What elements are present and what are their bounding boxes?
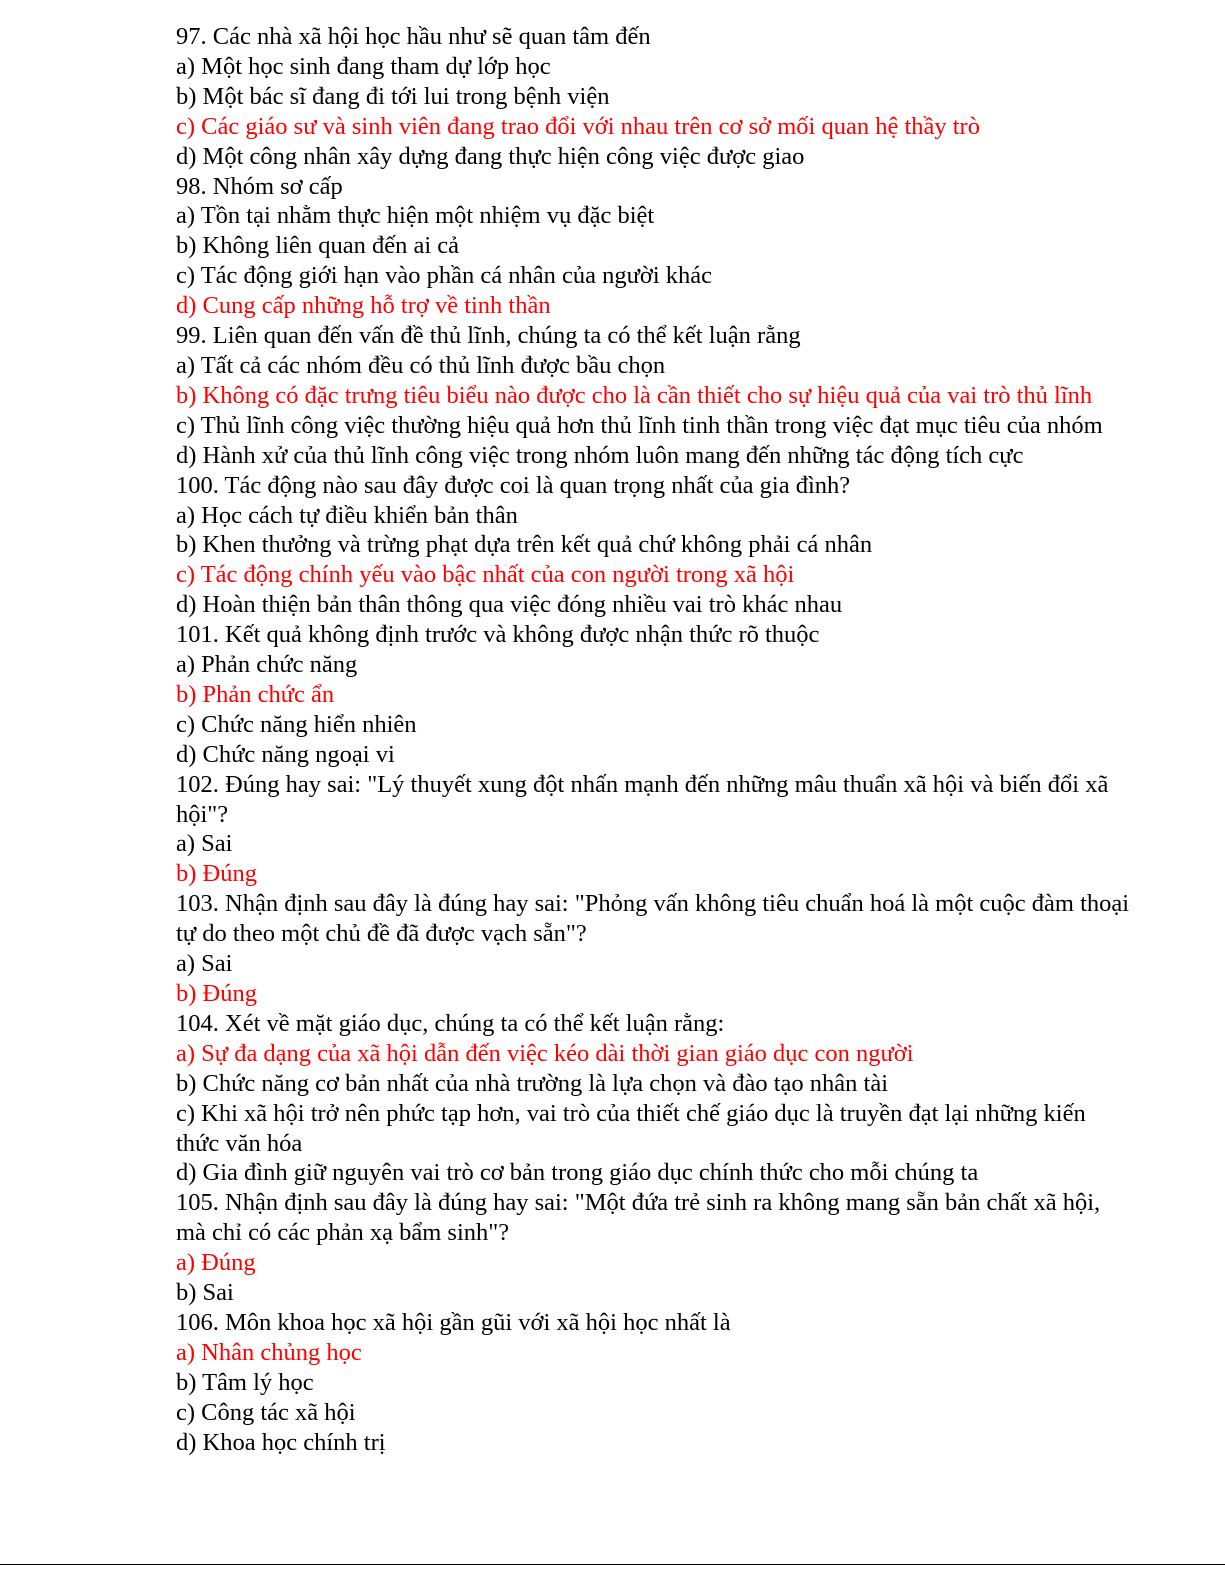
answer-option: d) Khoa học chính trị [176,1428,386,1456]
answer-option: a) Tồn tại nhằm thực hiện một nhiệm vụ đặc biệt [176,202,655,230]
answer-option: a) Học cách tự điều khiển bản thân [176,501,518,529]
answer-option: d) Gia đình giữ nguyên vai trò cơ bản trong giáo dục chính thức cho mỗi chúng ta [176,1159,979,1187]
correct-answer-option: a) Nhân chủng học [176,1338,362,1366]
answer-option: c) Chức năng hiển nhiên [176,710,417,738]
answer-option: d) Một công nhân xây dựng đang thực hiện công việc được giao [176,142,805,170]
answer-option: c) Công tác xã hội [176,1398,356,1426]
question-stem: 98. Nhóm sơ cấp [176,172,343,200]
question-106 [176,1308,1131,1458]
question-stem: 100. Tác động nào sau đây được coi là quan trọng nhất của gia đình? [176,471,851,499]
question-104 [176,1009,1131,1188]
correct-answer-option: b) Đúng [176,980,257,1007]
answer-option: a) Sai [176,950,233,978]
correct-answer-option: a) Đúng [176,1249,256,1277]
correct-answer-option: b) Không có đặc trưng tiêu biểu nào được cho là cần thiết cho sự hiệu quả của vai trò thủ lĩnh [176,381,1093,409]
question-stem: 104. Xét về mặt giáo dục, chúng ta có thể kết luận rằng: [176,1009,725,1037]
correct-answer-option: b) Đúng [176,860,257,888]
question-101 [176,620,1131,770]
question-stem: 97. Các nhà xã hội học hầu như sẽ quan tâm đến [176,23,651,50]
answer-option: a) Sai [176,830,233,858]
question-stem: 103. Nhận định sau đây là đúng hay sai: "Phỏng vấn không tiêu chuẩn hoá là một cuộc đàm thoại tự do theo một chủ đề đã được vạch sẵn"? [176,890,1130,948]
answer-option: b) Một bác sĩ đang đi tới lui trong bệnh viện [176,82,610,110]
page-bottom-rule [0,1564,1225,1565]
answer-option: b) Không liên quan đến ai cả [176,232,460,260]
answer-option: a) Tất cả các nhóm đều có thủ lĩnh được bầu chọn [176,351,666,379]
document-page [176,22,1131,1458]
correct-answer-option: b) Phản chức ẩn [176,680,335,708]
answer-option: d) Hoàn thiện bản thân thông qua việc đóng nhiều vai trò khác nhau [176,591,843,619]
question-stem: 102. Đúng hay sai: "Lý thuyết xung đột nhấn mạnh đến những mâu thuẩn xã hội và biến đổi xã hội"? [176,770,1109,828]
correct-answer-option: c) Tác động chính yếu vào bậc nhất của con người trong xã hội [176,561,795,589]
question-100 [176,471,1131,621]
answer-option: c) Tác động giới hạn vào phần cá nhân của người khác [176,262,713,290]
answer-option: a) Phản chức năng [176,651,358,679]
answer-option: a) Một học sinh đang tham dự lớp học [176,52,551,80]
answer-option: b) Tâm lý học [176,1368,314,1396]
correct-answer-option: a) Sự đa dạng của xã hội dẫn đến việc kéo dài thời gian giáo dục con người [176,1039,914,1067]
correct-answer-option: c) Các giáo sư và sinh viên đang trao đổi với nhau trên cơ sở mối quan hệ thầy trò [176,112,980,140]
question-stem: 105. Nhận định sau đây là đúng hay sai: "Một đứa trẻ sinh ra không mang sẵn bản chất xã hội, mà chỉ có các phản xạ bẩm sinh"? [176,1189,1101,1247]
question-stem: 99. Liên quan đến vấn đề thủ lĩnh, chúng ta có thể kết luận rằng [176,322,801,350]
correct-answer-option: d) Cung cấp những hỗ trợ về tinh thần [176,292,551,320]
answer-option: b) Chức năng cơ bản nhất của nhà trường là lựa chọn và đào tạo nhân tài [176,1069,889,1097]
answer-option: b) Khen thưởng và trừng phạt dựa trên kết quả chứ không phải cá nhân [176,531,873,559]
question-99 [176,321,1131,471]
question-97 [176,22,1131,172]
answer-option: c) Thủ lĩnh công việc thường hiệu quả hơn thủ lĩnh tinh thần trong việc đạt mục tiêu của nhóm [176,411,1103,439]
question-105 [176,1188,1131,1308]
answer-option: d) Hành xử của thủ lĩnh công việc trong nhóm luôn mang đến những tác động tích cực [176,441,1024,469]
question-98 [176,172,1131,322]
question-103 [176,889,1131,1009]
question-102 [176,770,1131,890]
answer-option: b) Sai [176,1279,234,1307]
answer-option: c) Khi xã hội trở nên phức tạp hơn, vai trò của thiết chế giáo dục là truyền đạt lại những kiến thức văn hóa [176,1099,1086,1157]
question-stem: 101. Kết quả không định trước và không được nhận thức rõ thuộc [176,621,820,649]
question-stem: 106. Môn khoa học xã hội gần gũi với xã hội học nhất là [176,1308,731,1336]
answer-option: d) Chức năng ngoại vi [176,740,395,768]
